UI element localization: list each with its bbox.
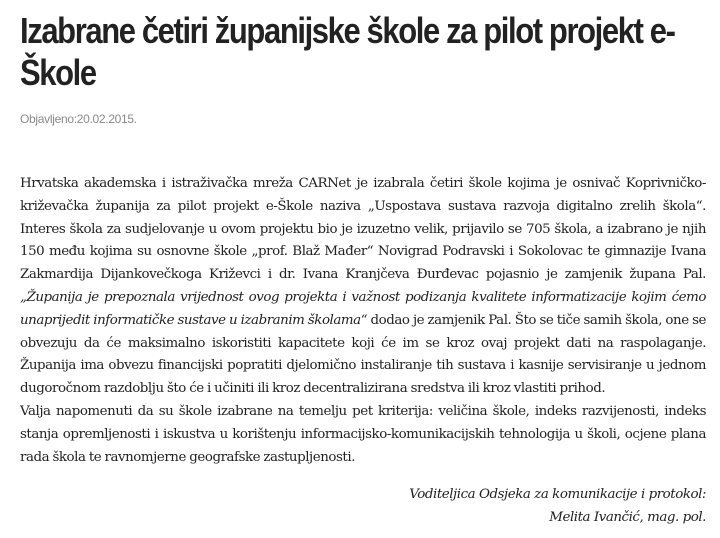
signature-name: Melita Ivančić, mag. pol. (549, 509, 706, 525)
article-body (20, 173, 706, 469)
publish-date-label: Objavljeno: (20, 112, 77, 126)
publish-date (20, 112, 137, 126)
quote-text: „Županija je prepoznala vrijednost ovog projekta i važnost podizanja kvalitete informatizacije kojim ćemo unaprijedit informatičke sustave u izabranim školama“ (20, 289, 706, 328)
paragraph-text: dodao je zamjenik Pal. Što se tiče samih škola, one se obvezuju da će maksimalno iskoristiti kapacitete koji će im se kroz ovaj projekt dati na raspolaganje. Županija ima obvezu financijski popratiti djelomično instaliranje tih sustava i kasnije servisiranje u jednom dugoročnom razdoblju što će i učiniti ili kroz decentralizirana sredstva ili kroz vlastiti prihod. (20, 312, 706, 397)
article (20, 0, 706, 525)
signature-role: Voditeljica Odsjeka za komunikacije i protokol: (409, 487, 706, 502)
publish-date-value: 20.02.2015. (76, 112, 137, 126)
article-title: Izabrane četiri županijske škole za pilot projekt e-Škole (20, 10, 675, 93)
signature (20, 484, 706, 530)
paragraph-text: Valja napomenuti da su škole izabrane na temelju pet kriterija: veličina škole, indeks razvijenosti, indeks stanja opremljenosti i iskustva u korištenju informacijsko-komunikacijskih tehnologija u školi, ocjene plana rada škola te ravnomjerne geografske zastupljenosti. (20, 403, 706, 465)
paragraph-text: Hrvatska akademska i istraživačka mreža CARNet je izabrala četiri škole kojima je osnivač Koprivničko-križevačka županija za pilot projekt e-Škole naziva „Uspostava sustava razvoja digitalno zrelih škola“. Interes škola za sudjelovanje u ovom projektu bio je izuzetno velik, prijavilo se 705 škola, a izabrano je njih 150 među kojima su osnovne škole „prof. Blaž Mađer“ Novigrad Podravski i Sokolovac te gimnazije Ivana Zakmardija Dijankovečkoga Križevci i dr. Ivana Kranjčeva Đurđevac pojasnio je zamjenik župana Pal. (20, 176, 706, 283)
paragraph (20, 173, 706, 401)
paragraph (20, 401, 706, 469)
